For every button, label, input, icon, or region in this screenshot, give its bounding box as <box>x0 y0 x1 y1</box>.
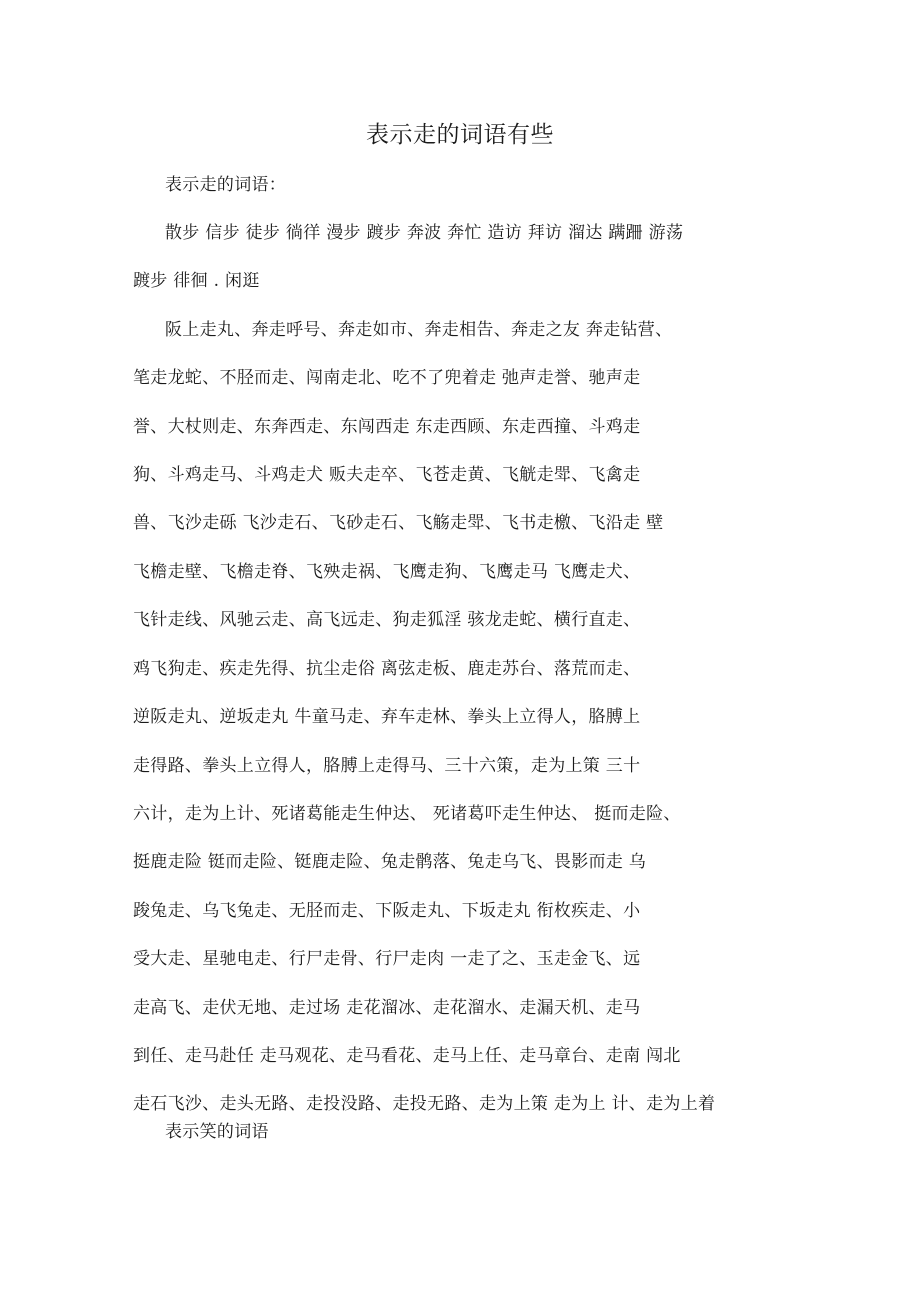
paragraph-line: 狗、斗鸡走马、斗鸡走犬 贩夫走卒、飞苍走黄、飞觥走斝、飞禽走 <box>133 465 641 485</box>
section-heading-walk: 表示走的词语： <box>165 175 287 195</box>
paragraph-line: 誉、大杖则走、东奔西走、东闯西走 东走西顾、东走西撞、斗鸡走 <box>133 417 641 437</box>
paragraph-line: 挺鹿走险 铤而走险、铤鹿走险、兔走鹘落、兔走乌飞、畏影而走 乌 <box>133 852 647 872</box>
paragraph-line: 踱步 徘徊 . 闲逛 <box>133 271 260 291</box>
paragraph-line: 鸡飞狗走、疾走先得、抗尘走俗 离弦走板、鹿走苏台、落荒而走、 <box>133 659 641 679</box>
section-heading-laugh: 表示笑的词语 <box>165 1122 269 1142</box>
paragraph-line: 逆阪走丸、逆坂走丸 牛童马走、弃车走林、拳头上立得人，胳膊上 <box>133 707 641 727</box>
paragraph-line: 走高飞、走伏无地、走过场 走花溜冰、走花溜水、走漏天机、走马 <box>133 998 641 1018</box>
page-title: 表示走的词语有些 <box>366 122 554 148</box>
paragraph-line: 踆兔走、乌飞兔走、无胫而走、下阪走丸、下坂走丸 衔枚疾走、小 <box>133 901 641 921</box>
paragraph-line: 笔走龙蛇、不胫而走、闯南走北、吃不了兜着走 弛声走誉、驰声走 <box>133 368 641 388</box>
paragraph-line: 兽、飞沙走砾 飞沙走石、飞砂走石、飞觞走斝、飞书走檄、飞沿走 壁 <box>133 513 664 533</box>
paragraph-line: 阪上走丸、奔走呼号、奔走如市、奔走相告、奔走之友 奔走钻营、 <box>165 320 673 340</box>
paragraph-line: 散步 信步 徒步 徜徉 漫步 踱步 奔波 奔忙 造访 拜访 溜达 蹒跚 游荡 <box>165 223 684 243</box>
paragraph-line: 六计，走为上计、死诸葛能走生仲达、 死诸葛吓走生仲达、 挺而走险、 <box>133 804 681 824</box>
paragraph-line: 受大走、星驰电走、行尸走骨、行尸走肉 一走了之、玉走金飞、远 <box>133 949 641 969</box>
paragraph-line: 到任、走马赴任 走马观花、走马看花、走马上任、走马章台、走南 闯北 <box>133 1046 681 1066</box>
paragraph-line: 走得路、拳头上立得人，胳膊上走得马、三十六策，走为上策 三十 <box>133 756 641 776</box>
paragraph-line: 走石飞沙、走头无路、走投没路、走投无路、走为上策 走为上 计、走为上着 <box>133 1094 716 1114</box>
paragraph-line: 飞针走线、风驰云走、高飞远走、狗走狐淫 骇龙走蛇、横行直走、 <box>133 610 641 630</box>
paragraph-line: 飞檐走壁、飞檐走脊、飞殃走祸、飞鹰走狗、飞鹰走马 飞鹰走犬、 <box>133 562 641 582</box>
